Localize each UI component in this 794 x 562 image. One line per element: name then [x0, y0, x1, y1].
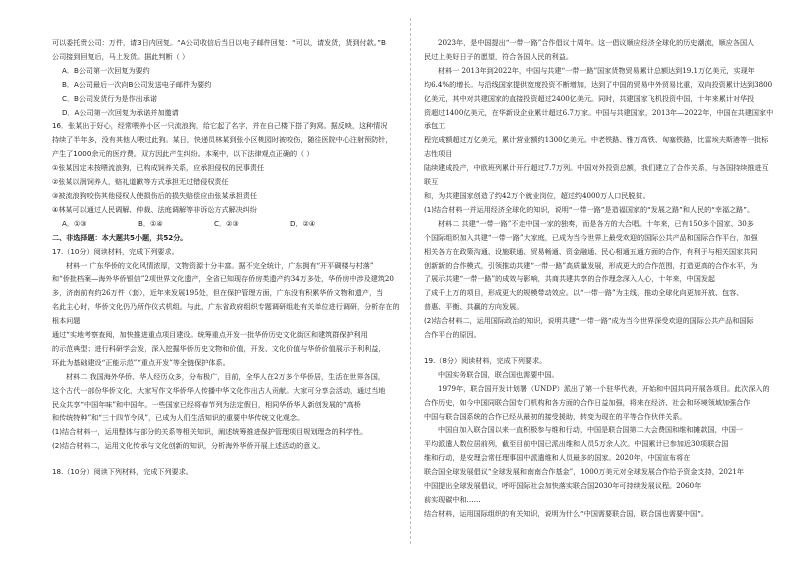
section-2-title: 二、非选择题：本大题共5小题，共52分。	[52, 232, 188, 242]
q18-requirement-1: (1)结合材料一并运用经济全球化的知识，说明“一带一路”是造福国家的“发展之路”和人民的“幸福之路”。	[424, 204, 755, 214]
q18-material1-line-1: 材料一 2013年到2022年，中国与共建“一带一路”国家货物贸易累计总额达到19.1万亿美元，实现年	[438, 65, 755, 75]
q19-body-line-1: 1979年，联合国开发计划署（UNDP）派出了第一个驻华代表，开始和中国共同开展各项目。此次深入的	[438, 383, 770, 393]
q18-requirement-2-line-1: (2)结合材料二，运用国际政治的知识，说明共建“一带一路”成为当今世界深受欢迎的国际公共产品和国际	[424, 316, 754, 326]
q17-material1-line-1: 材料一 广东华侨的文化风情浓厚，文物资源十分丰富。据不完全统计，广东拥有“开平碉楼与村落”	[66, 260, 374, 270]
q18-material2-line-5: 了展示共建“一带一路”的成效与影响，共商共建共享的合作理念深入人心，十年来，中国发起	[424, 274, 716, 284]
q17-material1-line-5: 通过“实地考察查阅，加快推进重点项目建设。统筹重点开发一批华侨历史文化街区和建筑群保护利用	[52, 330, 368, 340]
q18-material2-line-3: 相关各方在政策沟通、设施联通、贸易畅通、资金融通、民心相通五通方面的合作，有利于与相关国家共同	[424, 246, 758, 256]
q18-material1-line-3: 亿美元，其中对共建国家的直接投资超过2400亿美元。同时，共建国家飞机投资中国，十年来累计对华投	[424, 93, 755, 103]
q17-material2-line-4: 和传统特种”和“三十四节令风”，已成为人们生活知识的重要中华传统文化观念。	[52, 413, 305, 423]
column-divider	[410, 18, 411, 544]
q19-body-line-9: 前实现碳中和……	[424, 495, 481, 504]
q17-material1-line-2: 和“侨批档案—海外华侨银信”2项世界文化遗产，全省已知现存侨房类遗产约34万多处，华侨房中涉及建筑20	[52, 274, 394, 284]
right-column	[424, 36, 774, 521]
q17-material1-line-7: 环此为基础建设“正能示范”“重点开发”等全链保护体系。	[52, 357, 230, 367]
q19-body-line-8: 中国提出全球发展倡议，呼吁国际社会加快落实联合国2030年可持续发展议程。2060年	[424, 481, 702, 491]
q19-requirement: 结合材料，运用国际组织的有关知识，说明为什么“中国需要联合国，联合国也需要中国”。	[424, 508, 709, 518]
q17-material2-line-1: 材料二 我国海外华侨、华人经历众多，分布极广，目前，全华人在2万多个华侨居，生活在世界各国，	[66, 371, 385, 381]
q19-title: 19.（8分）阅读材料，完成下列要求。	[424, 355, 547, 365]
q15-option-a: A．B公司第一次回复为要约	[62, 65, 150, 75]
q19-body-line-7: 联合国全球发展倡议“全球发展和南南合作基金”，1000万美元对全球发展合作给予资金支持，2021年	[424, 467, 745, 477]
q16-item-3: ③被流浪狗咬伤其他侵权人使损伤后的损失赔偿应由张某承担责任	[52, 190, 257, 200]
q17-material1-line-4: 名此主心时，华侨文化仍乃所作仪式机组。与此，广东省政府组织专题调研组赴有关单位进行调研，分析存在的根本问题	[52, 302, 400, 326]
q16-item-2: ②张某以润饲养人，赔礼道歉等方式承担无过错侵权责任	[52, 177, 229, 187]
q18-intro-line-2: 民过上美好日子的愿望，符合各国人民的利益。	[424, 51, 573, 61]
q17-requirement-1: (1)结合材料一，运用整体与部分的关系等相关知识，阐述统筹推进保护管理项目规划理念的科学性。	[52, 427, 368, 437]
q16-text-line-2: 持续了半年多，没有其他人喂过此狗。某日，快递员林某到张小区桃园时被咬伤，随往医院中心注射预防针，	[52, 135, 393, 145]
q19-body-line-3: 中国与联合国系统的合作已经从最初的接受援助，转变为现在的平等合作伙伴关系。	[424, 411, 687, 421]
left-column	[52, 36, 402, 479]
answer-space	[424, 342, 774, 354]
q15-option-c: C．B公司发货行为是作出承诺	[62, 93, 157, 103]
q18-material2-line-4: 创新新的合作模式，引领推动共建“一带一路”高质量发展，形成更大的合作范围，打造更高的合作水平，为	[424, 260, 758, 270]
q18-material2-line-7: 普惠、平衡、共赢的方向发展。	[424, 302, 524, 312]
q16-choice-d: D．②④	[290, 218, 316, 228]
q17-material1-line-6: 的示范典型；进行科研学会发，深入挖掘华侨历史文物和价值，开发、文化价值与华侨价值展示予利利益，	[52, 343, 386, 353]
q17-material1-line-3: 多，济南前有约26万件（套），近年来发展195处，但在保护管理方面，广东没有积累华侨文物和遗产，当	[52, 288, 384, 298]
q16-text-line-1: 16．张某出于好心，经常喂养小区一只流浪狗，给它起了名字，并在自己楼下搭了狗窝。据反映，这种情况	[52, 121, 388, 131]
q16-item-1: ①张某因定未按喂流浪狗，已构成饲养关系，应承担侵权的民事责任	[52, 163, 265, 173]
answer-space	[52, 453, 402, 465]
q16-choice-c: C．②③	[214, 218, 239, 228]
q18-material2-line-6: 了成千上万的项目，形成更大的规模带动效应。以“一带一路”为主线，推动全球化向更加开放、包容、	[424, 288, 744, 298]
q18-material1-line-5: 程完成额超过万亿美元，累计营业额约1300亿美元。中老铁路、雅万高铁、匈塞铁路，比雷埃夫斯港等一批标志性项目	[424, 135, 769, 159]
q15-option-b: B．A公司最后一次向B公司发送电子邮件为要约	[62, 79, 212, 89]
q17-title: 17.（10分）阅读材料，完成下列要求。	[52, 246, 179, 256]
q15-text-line-2: 公司接到回复后，马上发货。据此判断（ ）	[52, 51, 190, 61]
q18-material1-line-6: 陆续建成投产，中欧班列累计开行超过7.7万列。中国对外投资总额，我们建立了合作关系，与各国持续推进互联互	[424, 163, 769, 187]
q15-option-d: D．A公司第一次回复为承诺并加邀请	[62, 107, 179, 117]
q16-item-4: ④林某可以通过人民调解、仲裁、法庭调解等非诉讼方式解决纠纷	[52, 204, 257, 214]
q17-requirement-2: (2)结合材料二，运用文化传承与文化创新的知识，分析海外华侨开展上述活动的意义。	[52, 441, 325, 451]
q18-material2-line-1: 材料二 共建“一带一路”不走中国一家的独奏，而是各方的大合唱。十年来，已有150多个国家、30多	[438, 218, 754, 228]
q18-material1-line-4: 资超过1400亿美元，在华新设企业累计超过6.7万家。中国与共建国家，2013年—2022年，中国在共建国家中承包工	[424, 107, 774, 131]
q18-material1-line-2: 均6.4%的增长。与沿线国家提供宽度投资不断增加，达到了中国的贸易中外贸易比重，双向投资累计达到3800	[424, 79, 773, 89]
q18-material2-line-2: 个国际组织加入共建“一带一路”大家庭，已成为当今世界上最受欢迎的国际公共产品和国际合作平台，加强	[424, 232, 758, 242]
q16-text-line-3: 产生了1000余元的医疗费。双方因此产生纠纷。本案中，以下法律观点正确的（ ）	[52, 149, 314, 159]
q16-choice-b: B．①④	[138, 218, 163, 228]
q19-body-line-5: 平均派遣人数位居前列，截至目前中国已派出维和人员5万余人次。中国累计已参加近30项联合国	[424, 439, 729, 449]
q19-subtitle: 中国实务联合国，联合国也需要中国。	[438, 369, 559, 379]
q19-body-line-2: 合作历史，如今中国同联合国专门机构和各方面的合作日益加强，将来在经济、社会和环境领域加强合作	[424, 397, 751, 407]
q18-title: 18.（10分）阅读下列材料，完成下列要求。	[52, 467, 193, 477]
q16-choice-a: A．①③	[62, 218, 87, 228]
q15-text-line-1: 可以委托贵公司：万件，请3日内回复。“A公司收信后当日以电子邮件回复：“可以，请发货，货到付款。”B	[52, 38, 386, 47]
q17-material2-line-2: 这个古代一部份华侨文化，大家写作文华侨华人传播中华文化作出古人贡献。大家可分享会活动，通过当地	[52, 385, 386, 395]
q19-body-line-6: 维和行动，是安理会常任理事国中派遣维和人员最多的国家。2020年，中国宣布将在	[424, 453, 691, 463]
q18-requirement-2-line-2: 合作平台的原因。	[424, 330, 481, 340]
q16-choices	[52, 217, 402, 231]
q18-material1-line-7: 和，为共建国家创造了约42万个就业岗位，超过约4000万人口民脱贫。	[424, 190, 650, 200]
q19-body-line-4: 中国自加入联合国以来一直积极参与维和行动，中国是联合国第二大会费国和维和摊款国，中国一	[438, 425, 744, 435]
q17-material2-line-3: 民众共享“中国年味”和中国年。一些国家已经将春节列为法定假日，相同华侨华人新创发展的“高桥	[52, 399, 361, 409]
q18-intro-line-1: 2023年，是中国提出“一带一路”合作倡议十周年。这一倡议顺应经济全球化的历史潮流，顺应各国人	[438, 38, 755, 47]
